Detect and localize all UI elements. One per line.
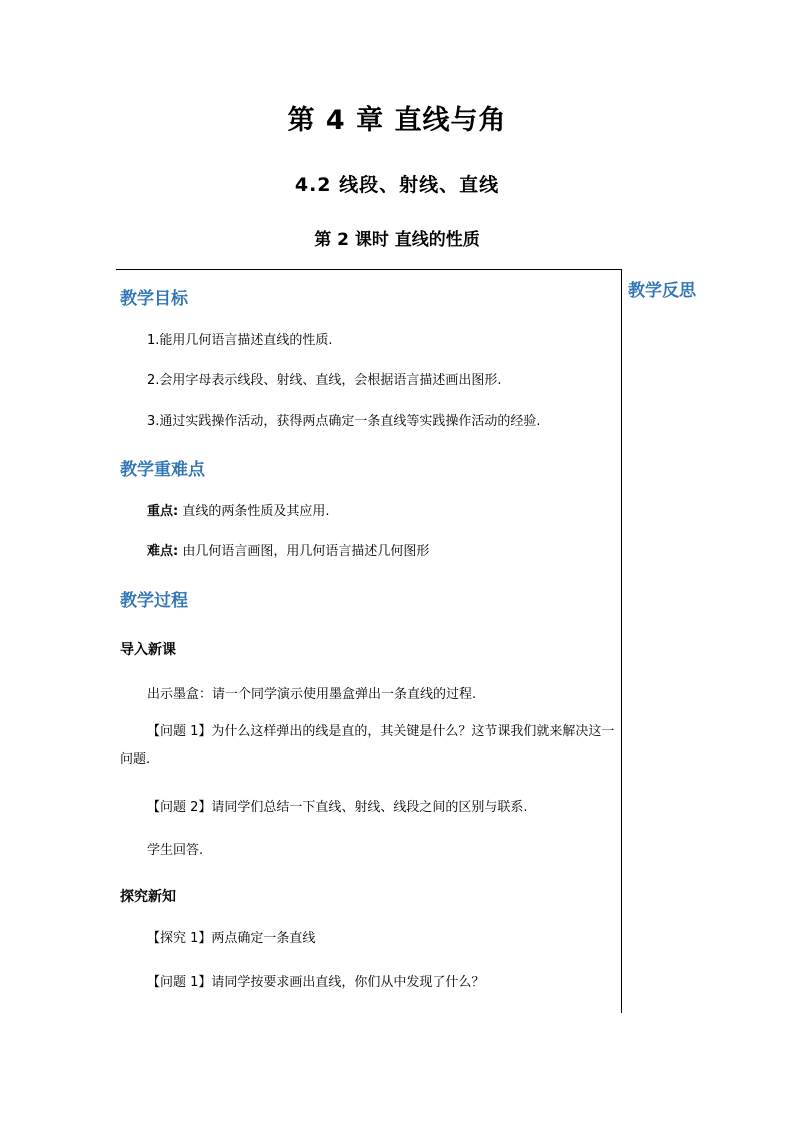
objective-item: 2.会用字母表示线段、射线、直线，会根据语言描述画出图形. [147, 373, 502, 388]
intro-subheading: 导入新课 [120, 642, 176, 658]
intro-paragraph: 出示墨盒：请一个同学演示使用墨盒弹出一条直线的过程. [147, 687, 477, 702]
key-text: 直线的两条性质及其应用. [178, 504, 330, 519]
intro-paragraph: 【问题 1】为什么这样弹出的线是直的，其关键是什么？这节课我们就来解决这一问题. [120, 724, 615, 767]
column-divider [621, 269, 622, 1013]
objectives-heading: 教学目标 [120, 289, 188, 309]
process-heading: 教学过程 [120, 591, 188, 611]
key-point-row [120, 498, 618, 526]
objective-item: 1.能用几何语言描述直线的性质. [147, 333, 333, 348]
section-title: 4.2 线段、射线、直线 [294, 174, 500, 196]
explore-paragraph: 【问题 1】请同学按要求画出直线，你们从中发现了什么？ [147, 975, 485, 990]
difficult-point-row [120, 538, 618, 566]
difficult-label: 难点: [147, 544, 179, 559]
explore-paragraph: 【探究 1】两点确定一条直线 [147, 931, 316, 946]
difficult-text: 由几何语言画图，用几何语言描述几何图形 [178, 544, 430, 559]
chapter-title: 第 4 章 直线与角 [287, 105, 507, 136]
intro-paragraph: 学生回答. [147, 843, 204, 858]
objective-item: 3.通过实践操作活动，获得两点确定一条直线等实践操作活动的经验. [147, 414, 541, 429]
reflection-label: 教学反思 [628, 281, 696, 301]
lesson-title: 第 2 课时 直线的性质 [314, 230, 480, 250]
table-top-border [116, 269, 622, 270]
key-points-heading: 教学重难点 [120, 460, 205, 480]
explore-subheading: 探究新知 [120, 889, 176, 905]
intro-paragraph: 【问题 2】请同学们总结一下直线、射线、线段之间的区别与联系. [147, 800, 528, 815]
key-label: 重点: [147, 504, 179, 519]
